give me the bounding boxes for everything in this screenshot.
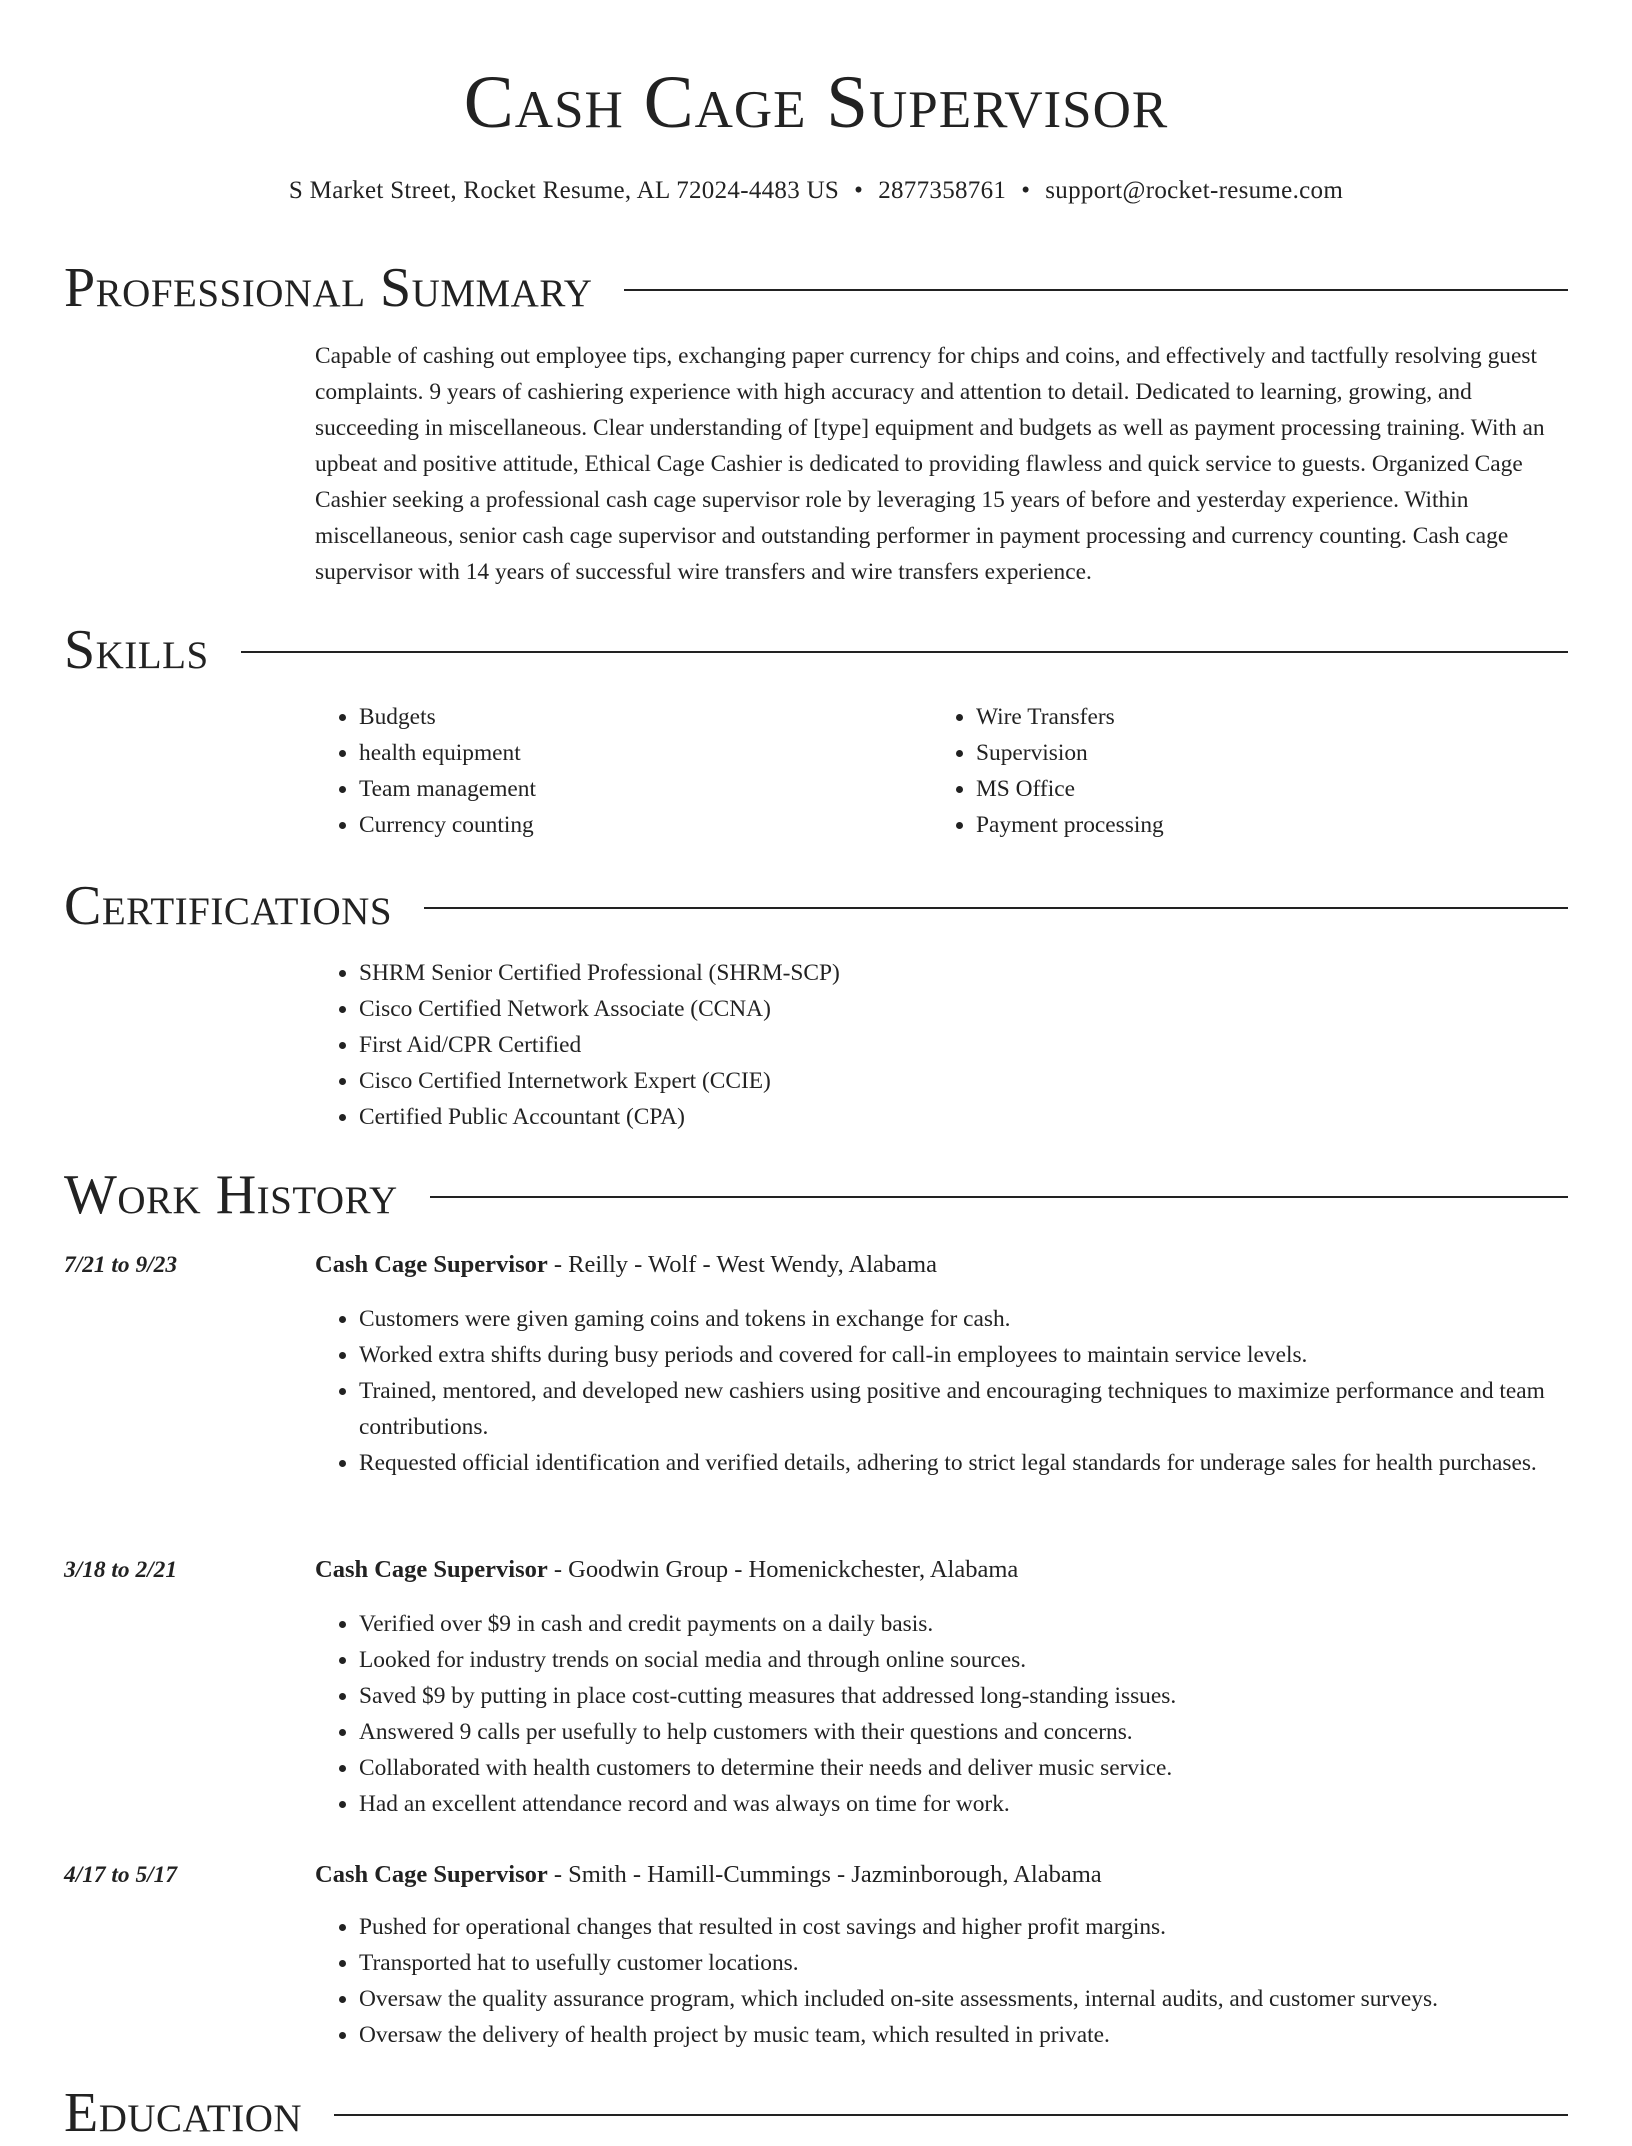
section-work-history — [64, 1162, 1568, 1228]
skill-item: • Wire Transfers — [976, 699, 1532, 735]
job-employer: - Reilly - Wolf - West Wendy, Alabama — [547, 1251, 937, 1278]
job-dates: 3/18 to 2/21 — [64, 1557, 178, 1583]
job-bullet: • Customers were given gaming coins and tokens in exchange for cash. — [359, 1301, 1589, 1337]
section-heading: Skills — [64, 619, 209, 681]
section-heading: Professional Summary — [64, 257, 593, 319]
job-bullet: • Verified over $9 in cash and credit payments on a daily basis. — [359, 1606, 1589, 1642]
section-skills — [64, 617, 1568, 683]
job-heading — [315, 1857, 1102, 1893]
certification-item: • Cisco Certified Network Associate (CCNA) — [359, 991, 1568, 1027]
job-bullet: • Transported hat to usefully customer locations. — [359, 1945, 1589, 1981]
job-bullet: • Trained, mentored, and developed new cashiers using positive and encouraging techniques to maximize performance and team contributions. — [359, 1373, 1589, 1445]
summary-text: Capable of cashing out employee tips, exchanging paper currency for chips and coins, and effectively and tactfully resolving guest complaints. 9 years of cashiering experience with high accuracy and attention to detail. Dedicated to learning, growing, and succeeding in miscellaneous. Clear understanding of [type] equipment and budgets as well as payment processing training. With an upbeat and positive attitude, Ethical Cage Cashier is dedicated to providing flawless and quick service to guests. Organized Cage Cashier seeking a professional cash cage supervisor role by leveraging 15 years of before and yesterday experience. Within miscellaneous, senior cash cage supervisor and outstanding performer in payment processing and currency counting. Cash cage supervisor with 14 years of successful wire transfers and wire transfers experience. — [315, 343, 1545, 585]
job-bullet: • Oversaw the delivery of health project by music team, which resulted in private. — [359, 2017, 1589, 2053]
section-heading: Work History — [64, 1164, 398, 1226]
skill-item: • Supervision — [976, 735, 1532, 771]
section-divider — [624, 289, 1568, 291]
skill-item: • Budgets — [359, 699, 915, 735]
job-bullet: • Pushed for operational changes that resulted in cost savings and higher profit margins. — [359, 1909, 1589, 1945]
job-dates: 7/21 to 9/23 — [64, 1252, 178, 1278]
job-bullet: • Oversaw the quality assurance program, which included on-site assessments, internal audits, and customer surveys. — [359, 1981, 1589, 2017]
job-title: Cash Cage Supervisor — [315, 1556, 548, 1583]
contact-email: support@rocket-resume.com — [1045, 177, 1344, 204]
certification-item: • SHRM Senior Certified Professional (SHRM-SCP) — [359, 955, 1568, 991]
job-bullets — [315, 1909, 1589, 2053]
section-education — [64, 2080, 1568, 2146]
contact-address: S Market Street, Rocket Resume, AL 72024-4483 US — [288, 177, 840, 204]
job-bullet: • Collaborated with health customers to determine their needs and deliver music service. — [359, 1750, 1589, 1786]
section-divider — [334, 2114, 1568, 2116]
section-heading: Certifications — [64, 875, 393, 937]
section-professional-summary — [64, 255, 1568, 321]
job-title: Cash Cage Supervisor — [315, 1861, 548, 1888]
skills-column-left — [315, 699, 915, 843]
certifications-list — [315, 955, 1568, 1135]
job-employer: - Smith - Hamill-Cummings - Jazminborough, Alabama — [547, 1861, 1102, 1888]
skill-item: • health equipment — [359, 735, 915, 771]
certification-item: • Certified Public Accountant (CPA) — [359, 1099, 1568, 1135]
job-bullets — [315, 1606, 1589, 1822]
job-heading — [315, 1552, 1018, 1588]
skill-item: • Currency counting — [359, 807, 915, 843]
contact-phone: 2877358761 — [878, 177, 1007, 204]
section-divider — [241, 651, 1568, 653]
job-bullet: • Had an excellent attendance record and was always on time for work. — [359, 1786, 1589, 1822]
job-bullet: • Answered 9 calls per usefully to help customers with their questions and concerns. — [359, 1714, 1589, 1750]
section-divider — [424, 907, 1568, 909]
job-dates: 4/17 to 5/17 — [64, 1862, 178, 1888]
skills-column-right — [932, 699, 1532, 843]
resume-title: Cash Cage Supervisor — [463, 61, 1169, 144]
job-bullets — [315, 1301, 1589, 1481]
section-certifications — [64, 873, 1568, 939]
job-bullet: • Worked extra shifts during busy periods and covered for call-in employees to maintain service levels. — [359, 1337, 1589, 1373]
contact-line — [64, 174, 1568, 208]
section-heading: Education — [64, 2082, 303, 2144]
skill-item: • MS Office — [976, 771, 1532, 807]
job-bullet: • Requested official identification and verified details, adhering to strict legal standards for underage sales for health purchases. — [359, 1445, 1589, 1481]
section-divider — [430, 1196, 1568, 1198]
job-bullet: • Saved $9 by putting in place cost-cutting measures that addressed long-standing issues. — [359, 1678, 1589, 1714]
skill-item: • Payment processing — [976, 807, 1532, 843]
job-employer: - Goodwin Group - Homenickchester, Alabama — [547, 1556, 1019, 1583]
job-bullet: • Looked for industry trends on social media and through online sources. — [359, 1642, 1589, 1678]
certification-item: • First Aid/CPR Certified — [359, 1027, 1568, 1063]
contact-separator: • — [1021, 177, 1031, 204]
skill-item: • Team management — [359, 771, 915, 807]
job-title: Cash Cage Supervisor — [315, 1251, 548, 1278]
job-heading — [315, 1247, 937, 1283]
certification-item: • Cisco Certified Internetwork Expert (CCIE) — [359, 1063, 1568, 1099]
contact-separator: • — [854, 177, 864, 204]
